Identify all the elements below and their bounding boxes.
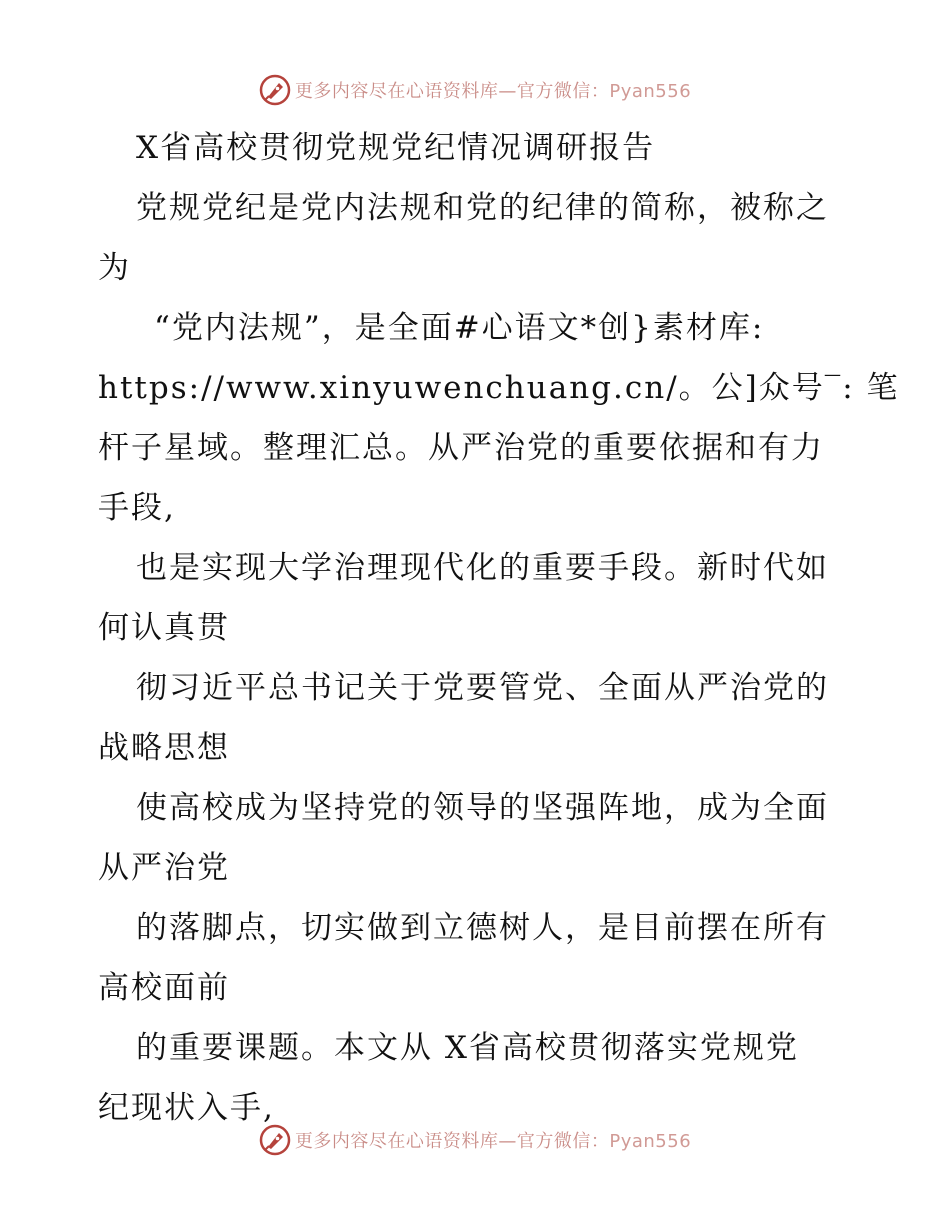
paragraph-line: 高校面前: [98, 970, 230, 1006]
banner-text: [295, 1127, 691, 1153]
paragraph-line: 的重要课题。本文从 X省高校贯彻落实党规党: [136, 1030, 799, 1066]
document-body: [98, 118, 900, 1138]
paragraph-line: 为: [98, 250, 131, 286]
paragraph-line: https://www.xinyuwenchuang.cn/。公]众号‾: 笔: [98, 370, 900, 406]
paragraph-line: 使高校成为坚持党的领导的坚强阵地，成为全面: [136, 790, 829, 826]
pen-nib-logo-icon: [259, 74, 291, 106]
pen-nib-logo-icon: [259, 1124, 291, 1156]
paragraph-line: 手段,: [98, 490, 176, 526]
banner-wechat-id: Pyan556: [609, 1131, 692, 1152]
paragraph-line: 纪现状入手,: [98, 1090, 275, 1126]
paragraph-line: 何认真贯: [98, 610, 230, 646]
paragraph-line: 杆子星域。整理汇总。从严治党的重要依据和有力: [98, 430, 824, 466]
banner-wechat-id: Pyan556: [609, 81, 692, 102]
paragraph-line: 彻习近平总书记关于党要管党、全面从严治党的: [136, 670, 829, 706]
paragraph-line: 从严治党: [98, 850, 230, 886]
banner-text: [295, 77, 691, 103]
paragraph-line: 也是实现大学治理现代化的重要手段。新时代如: [136, 550, 829, 586]
header-banner: [0, 70, 950, 110]
paragraph-line: “党内法规”，是全面#心语文*创}素材库:: [154, 310, 765, 346]
document-title: X省高校贯彻党规党纪情况调研报告: [136, 130, 656, 166]
banner-label: 更多内容尽在心语资料库—官方微信：: [294, 81, 610, 102]
footer-banner: [0, 1120, 950, 1160]
paragraph-line: 战略思想: [98, 730, 230, 766]
paragraph-line: 的落脚点，切实做到立德树人，是目前摆在所有: [136, 910, 829, 946]
banner-label: 更多内容尽在心语资料库—官方微信：: [294, 1131, 610, 1152]
paragraph-line: 党规党纪是党内法规和党的纪律的简称，被称之: [136, 190, 829, 226]
